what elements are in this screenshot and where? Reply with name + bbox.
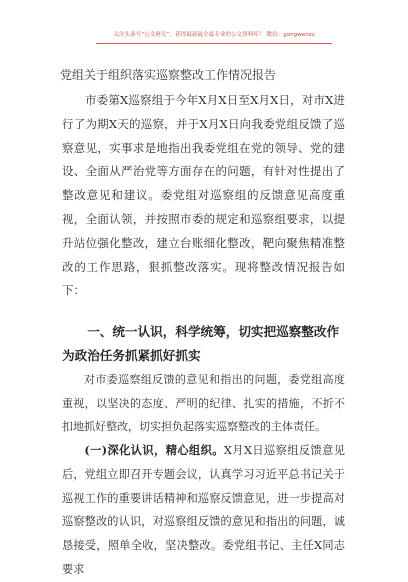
header-banner: 关注头条号“公文研究”，获得最新最全最专业的公文资料库！ 微信：gongwenzz xyxy=(96,29,332,44)
paragraph-section-1: 对市委巡察组反馈的意见和指出的问题，委党组高度重视，以坚决的态度、严明的纪律、扎实的措施，不折不扣地抓好整改，切实担负起落实巡察整改的主体责任。 xyxy=(62,373,345,434)
paragraph-intro: 市委第X巡察组于今年X月X日至X月X日，对市X进行了为期X天的巡察，并于X月X日向我委党组反馈了巡察意见，实事求是地指出我委党组在党的领导、党的建设、全面从严治党等方面存在的问题，有针对性提出了整改意见和建议。委党组对巡察组的反馈意见高度重视，全面认领，并按照市委的规定和巡察组要求，以提升站位强化整改，建立台账细化整改，靶向聚焦精准整改的工作思路，狠抓整改落实。现将整改情况报告如下： xyxy=(62,93,345,298)
document-title: 党组关于组织落实巡察整改工作情况报告 xyxy=(60,68,277,82)
section-heading-1: 一、统一认识，科学统筹，切实把巡察整改作为政治任务抓紧抓好抓实 xyxy=(62,324,340,363)
subsection-body: X月X日巡察组反馈意见后，党组立即召开专题会议，认真学习习近平总书记关于巡视工作的重要讲话精神和巡察反馈意见，进一步提高对巡察整改的认识，对巡察组反馈的意见和指出的问题，诚恳接受，照单全收，坚决整改。委党组书记、主任X同志要求 xyxy=(62,444,345,576)
paragraph-subsection-1 xyxy=(62,439,345,582)
subsection-lead: (一)深化认识，精心组织。 xyxy=(84,443,224,457)
